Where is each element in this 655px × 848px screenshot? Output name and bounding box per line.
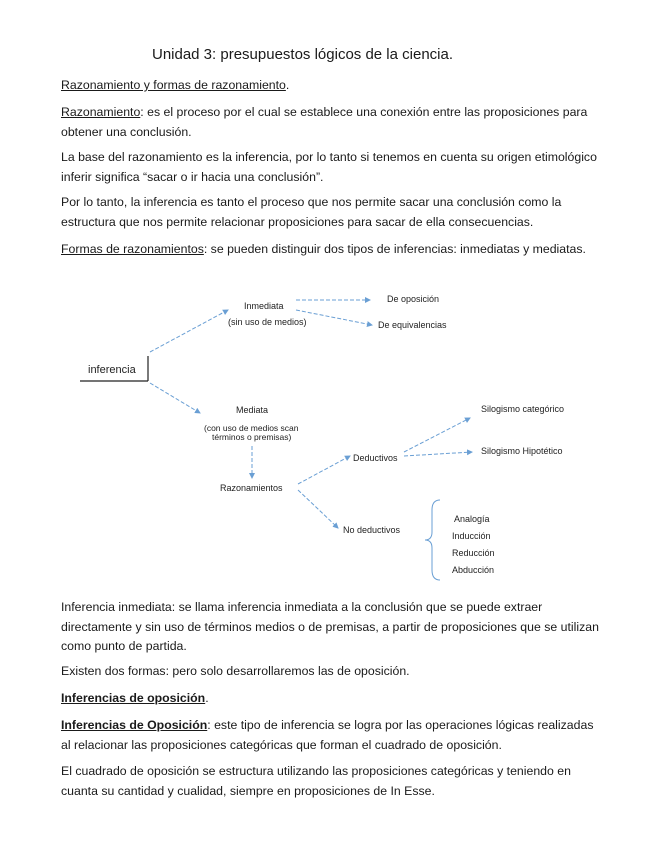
heading-inferencias-oposicion [61, 689, 601, 709]
paragraph-por-lo-tanto: Por lo tanto, la inferencia es tanto el proceso que nos permite sacar una conclusión como la estructura que nos permite relacionar proposiciones para sacar de ella consecuencias. [61, 195, 562, 229]
arrow-to-silogismo-hipotetico [404, 452, 472, 456]
paragraph-inferencia: La base del razonamiento es la inferencia, por lo tanto si tenemos en cuenta su origen etimológico inferir significa “sacar o ir hacia una conclusión”. [61, 150, 597, 184]
label-mediata-sub2: términos o premisas) [212, 432, 292, 442]
label-deductivos: Deductivos [353, 453, 398, 463]
label-inmediata-sub: (sin uso de medios) [228, 317, 307, 327]
heading-period: . [285, 78, 290, 92]
label-silogismo-categorico: Silogismo categórico [481, 404, 565, 414]
curly-brace [425, 500, 440, 580]
arrow-to-silogismo-categorico [404, 418, 470, 452]
arrow-to-no-deductivos [298, 490, 338, 528]
label-mediata-sub1: (con uso de medios scan [204, 423, 299, 433]
paragraph-inferencia-inmediata: Inferencia inmediata: se llama inferencia inmediata a la conclusión que se puede extraer directamente y sin uso de términos medios o de premisas, a partir de proposiciones que se utilizan como punto de partida. [61, 600, 599, 653]
paragraph-cuadrado: El cuadrado de oposición se estructura utilizando las proposiciones categóricas y teniendo en cuanta su cantidad y cualidad, siempre en proposiciones de In Esse. [61, 764, 571, 798]
arrow-to-mediata [150, 383, 200, 413]
label-no-deductivos: No deductivos [343, 525, 401, 535]
definition-razonamiento: : es el proceso por el cual se establece una conexión entre las proposiciones para obtener una conclusión. [61, 105, 588, 139]
heading-text: Razonamiento y formas de razonamiento [61, 78, 286, 92]
label-analogia: Analogía [454, 514, 490, 524]
definition-inferencias-oposicion: : este tipo de inferencia se logra por las operaciones lógicas realizadas al relacionar las proposiciones categóricas que forman el cuadrado de oposición. [61, 718, 594, 752]
label-reduccion: Reducción [452, 548, 495, 558]
label-inferencia: inferencia [88, 364, 136, 376]
label-mediata: Mediata [236, 405, 269, 415]
label-induccion: Inducción [452, 531, 491, 541]
label-silogismo-hipotetico: Silogismo Hipotético [481, 446, 563, 456]
definition-formas: : se pueden distinguir dos tipos de inferencias: inmediatas y mediatas. [203, 242, 586, 256]
arrow-to-inmediata [150, 310, 228, 352]
label-razonamientos: Razonamientos [220, 483, 283, 493]
heading-oposicion-period: . [205, 691, 209, 705]
label-abduccion: Abducción [452, 565, 495, 575]
term-formas: Formas de razonamientos [61, 242, 204, 256]
arrow-to-equivalencias [296, 310, 372, 325]
label-de-equivalencias: De equivalencias [378, 320, 447, 330]
label-inmediata: Inmediata [244, 301, 284, 311]
arrow-to-deductivos [298, 456, 350, 484]
term-inferencias-oposicion: Inferencias de Oposición [61, 718, 208, 732]
heading-oposicion-text: Inferencias de oposición [61, 691, 206, 705]
page-title: Unidad 3: presupuestos lógicos de la ciencia. [151, 46, 454, 63]
paragraph-inferencias-oposicion [61, 716, 601, 755]
paragraph-dos-formas: Existen dos formas: pero solo desarrollaremos las de oposición. [61, 664, 410, 678]
label-de-oposicion: De oposición [387, 294, 440, 304]
term-razonamiento: Razonamiento [61, 105, 141, 119]
